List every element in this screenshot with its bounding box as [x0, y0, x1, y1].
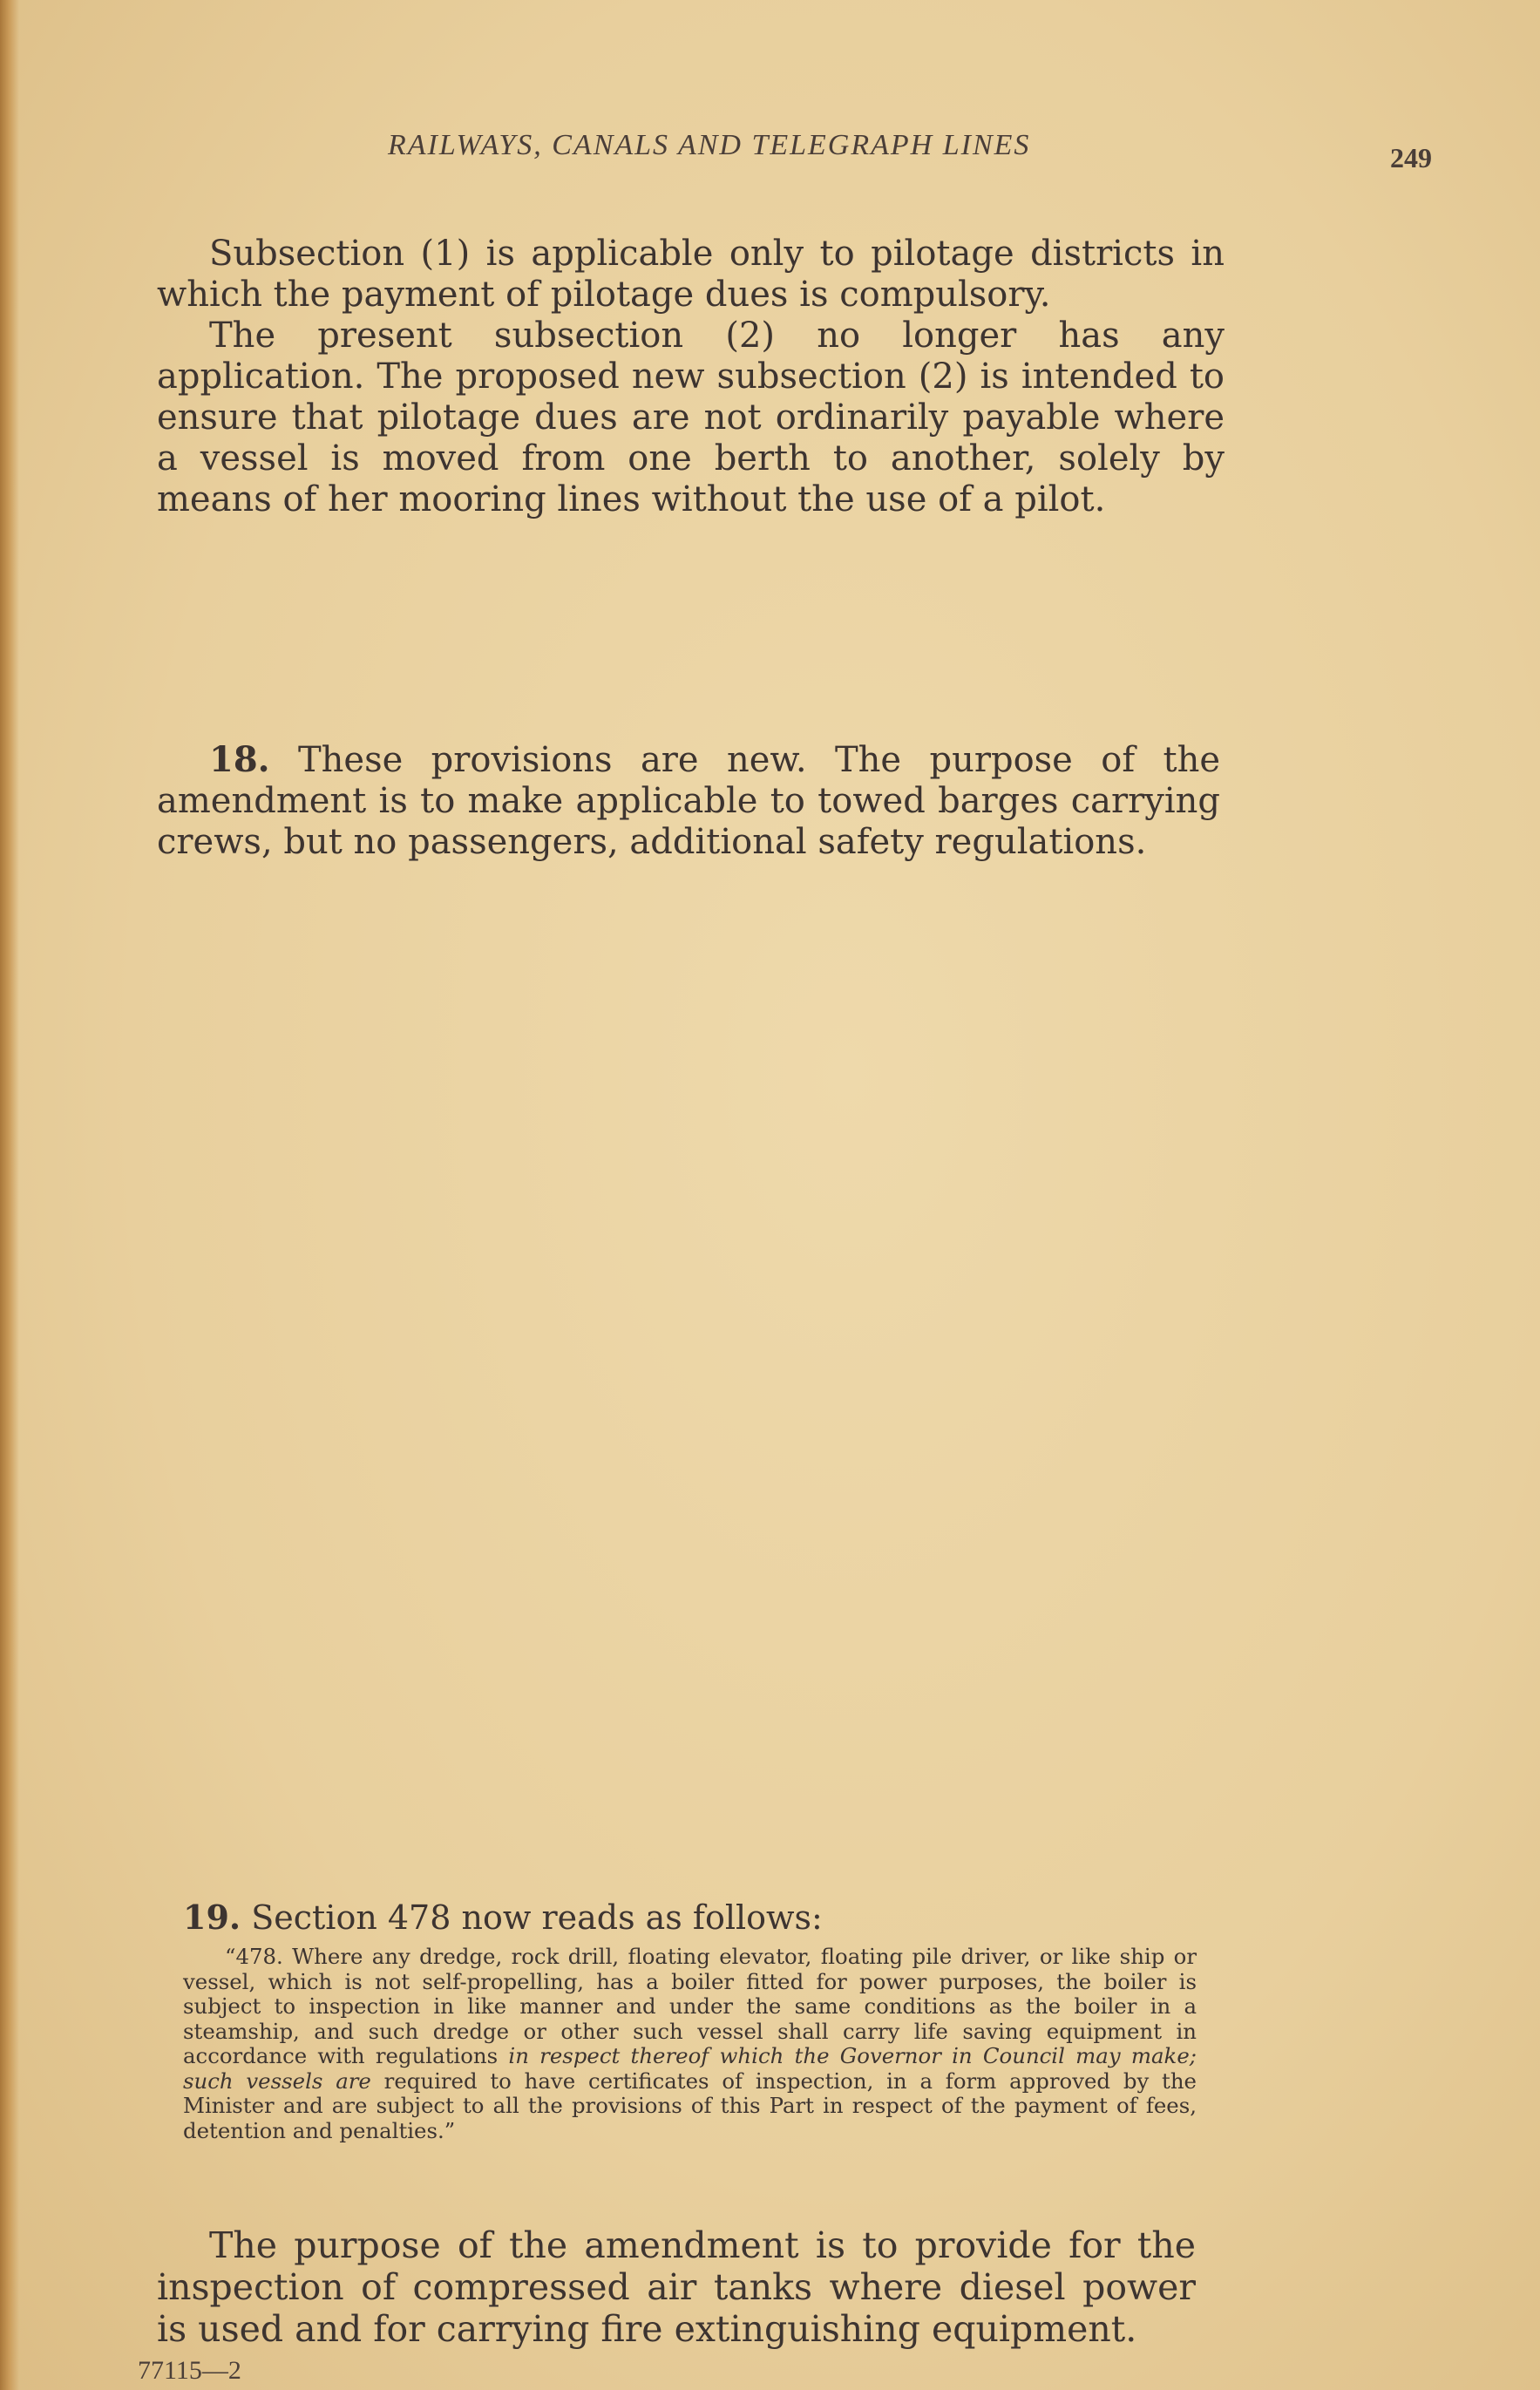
quote-part-1: “478. Where any dredge, rock drill, floating elevator, floating pile driver, or like ship or vessel, which is not self-propelling, has a boiler fitted for power purposes, the boiler is subject to inspection in like manner and under the same conditions as the boiler in a steamship, and such dredge or other such vessel shall carry life saving equipment in accordance with regulations — [183, 1944, 1197, 2068]
section-19-number: 19. — [183, 1898, 241, 1937]
section-478-quotation — [183, 1945, 1197, 2143]
section-18-number: 18. — [209, 739, 270, 780]
section-19-heading-text: Section 478 now reads as follows: — [251, 1898, 823, 1937]
note-section-19-purpose — [157, 2224, 1196, 2350]
note-subsection-1-text: Subsection (1) is applicable only to pilotage districts in which the payment of pilotage dues is compulsory. — [157, 234, 1225, 315]
section-19-heading — [183, 1898, 823, 1938]
note-subsection-2 — [157, 316, 1225, 520]
page-binding-edge — [0, 0, 19, 2390]
note-section-18 — [157, 739, 1220, 863]
printer-code: 77115—2 — [138, 2356, 241, 2385]
page-number: 249 — [1390, 142, 1432, 173]
section-18-text: These provisions are new. The purpose of the amendment is to make applicable to towed barges carrying crews, but no passengers, additional safety regulations. — [157, 740, 1221, 862]
quote-part-2: required to have certificates of inspection, in a form approved by the Minister and are subject to all the provisions of this Part in respect of the payment of fees, detention and penalties.” — [183, 2067, 1197, 2143]
note-subsection-2-text: The present subsection (2) no longer has any application. The proposed new subsection (2) is intended to ensure that pilotage dues are not ordinarily payable where a vessel is moved from one berth to another, solely by means of her mooring lines without the use of a pilot. — [157, 316, 1225, 519]
running-head: RAILWAYS, CANALS AND TELEGRAPH LINES — [388, 129, 1031, 161]
note-subsection-1 — [157, 234, 1225, 316]
section-19-purpose-text: The purpose of the amendment is to provide for the inspection of compressed air tanks where diesel power is used and for carrying fire extinguishing equipment. — [157, 2224, 1196, 2350]
quote-italic: in respect thereof which the Governor in Council may make; such vessels are — [183, 2043, 1197, 2094]
